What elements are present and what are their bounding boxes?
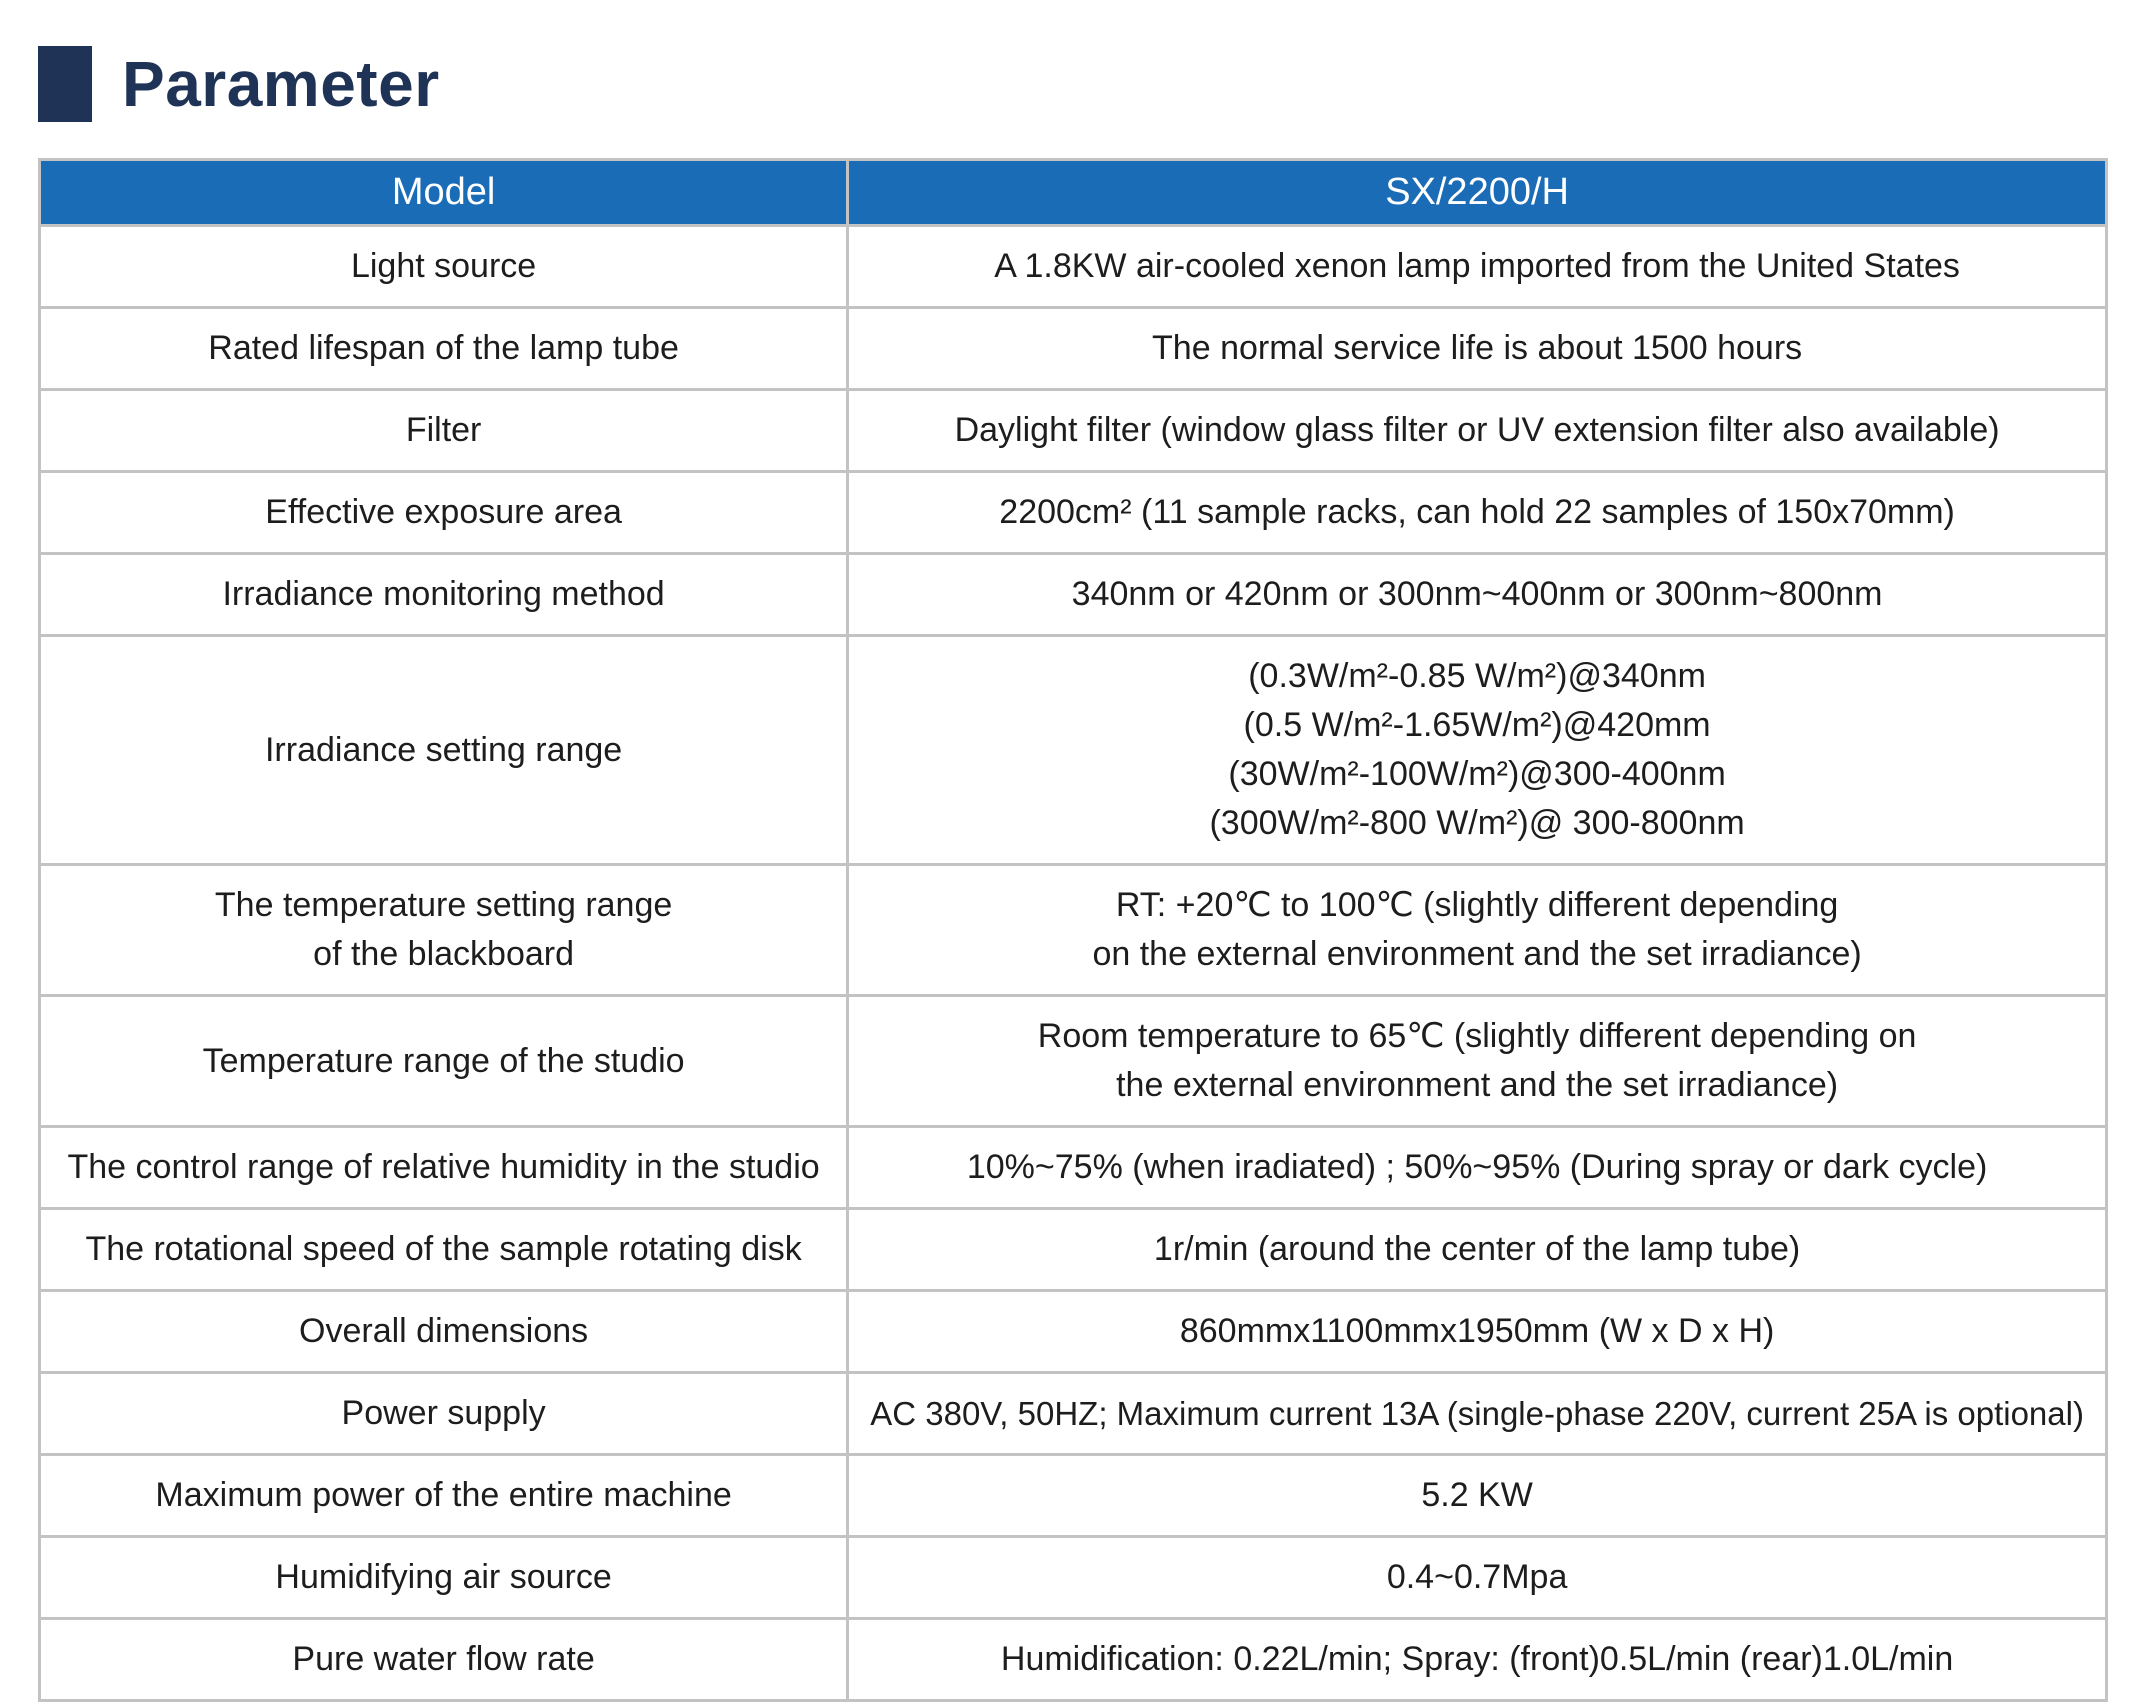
cell-text-line: (0.5 W/m²-1.65W/m²)@420mm	[1243, 706, 1711, 744]
table-row	[40, 1537, 2107, 1619]
parameter-value-cell	[848, 636, 2107, 865]
cell-text-line: Light source	[350, 247, 537, 285]
table-row	[40, 1619, 2107, 1701]
cell-text-line: Effective exposure area	[265, 493, 622, 531]
cell-text-line: The rotational speed of the sample rotating disk	[85, 1230, 802, 1268]
cell-text-line: the external environment and the set irradiance)	[1116, 1066, 1839, 1104]
table-row	[40, 390, 2107, 472]
heading-square-bullet-icon	[38, 46, 92, 122]
parameter-name-cell	[40, 1209, 848, 1291]
cell-text-line: The normal service life is about 1500 hours	[1152, 329, 1803, 367]
table-row	[40, 1127, 2107, 1209]
cell-text-line: (30W/m²-100W/m²)@300-400nm	[1228, 755, 1726, 793]
column-header-model-value: SX/2200/H	[848, 160, 2107, 226]
cell-text-line: (0.3W/m²-0.85 W/m²)@340nm	[1248, 657, 1706, 695]
cell-text-line: Temperature range of the studio	[202, 1041, 685, 1080]
parameter-value-cell	[848, 1209, 2107, 1291]
table-row	[40, 996, 2107, 1127]
parameter-name-cell	[40, 636, 848, 865]
parameter-table	[38, 158, 2108, 1702]
table-row	[40, 865, 2107, 996]
cell-text-line: AC 380V, 50HZ; Maximum current 13A (single-phase 220V, current 25A is optional)	[870, 1395, 2084, 1432]
cell-text-line: of the blackboard	[313, 935, 575, 973]
cell-text-line: RT: +20℃ to 100℃ (slightly different depending	[1115, 886, 1839, 924]
parameter-value-cell	[848, 554, 2107, 636]
cell-text-line: Daylight filter (window glass filter or UV extension filter also available)	[954, 411, 2000, 449]
parameter-value-cell	[848, 1537, 2107, 1619]
parameter-name-cell	[40, 865, 848, 996]
parameter-name-cell	[40, 996, 848, 1127]
table-row	[40, 1373, 2107, 1455]
cell-text-line: Irradiance setting range	[264, 730, 623, 769]
parameter-value-cell	[848, 865, 2107, 996]
cell-text-line: 340nm or 420nm or 300nm~400nm or 300nm~800nm	[1071, 575, 1883, 613]
table-row	[40, 1209, 2107, 1291]
cell-text-line: Maximum power of the entire machine	[155, 1476, 732, 1514]
cell-text-line: Filter	[405, 411, 482, 449]
page-title: Parameter	[122, 48, 440, 120]
table-row	[40, 636, 2107, 865]
parameter-table-body	[40, 226, 2107, 1701]
cell-text-line: Rated lifespan of the lamp tube	[208, 329, 679, 367]
section-heading	[38, 40, 2108, 128]
parameter-name-cell	[40, 1373, 848, 1455]
cell-text-line: Pure water flow rate	[292, 1640, 595, 1678]
cell-text-line: 860mmx1100mmx1950mm (W x D x H)	[1179, 1312, 1775, 1350]
cell-text-line: The control range of relative humidity in the studio	[67, 1148, 820, 1186]
parameter-value-cell	[848, 472, 2107, 554]
cell-text-line: 0.4~0.7Mpa	[1386, 1558, 1568, 1596]
parameter-value-cell	[848, 1455, 2107, 1537]
table-row	[40, 226, 2107, 308]
parameter-value-cell	[848, 1127, 2107, 1209]
table-row	[40, 308, 2107, 390]
parameter-value-cell	[848, 308, 2107, 390]
parameter-name-cell	[40, 390, 848, 472]
parameter-name-cell	[40, 1619, 848, 1701]
cell-text-line: Room temperature to 65℃ (slightly different depending on	[1037, 1017, 1917, 1055]
parameter-name-cell	[40, 1127, 848, 1209]
table-row	[40, 554, 2107, 636]
parameter-name-cell	[40, 472, 848, 554]
cell-text-line: 10%~75% (when iradiated) ; 50%~95% (During spray or dark cycle)	[966, 1148, 1988, 1186]
parameter-value-cell	[848, 1291, 2107, 1373]
cell-text-line: 1r/min (around the center of the lamp tube)	[1153, 1230, 1801, 1268]
cell-text-line: 2200cm² (11 sample racks, can hold 22 samples of 150x70mm)	[999, 493, 1955, 531]
cell-text-line: Overall dimensions	[299, 1312, 589, 1350]
table-header-row	[40, 160, 2107, 226]
column-header-model: Model	[40, 160, 848, 226]
parameter-name-cell	[40, 226, 848, 308]
parameter-value-cell	[848, 996, 2107, 1127]
table-row	[40, 1455, 2107, 1537]
parameter-value-cell	[848, 1619, 2107, 1701]
cell-text-line: 5.2 KW	[1421, 1476, 1533, 1514]
cell-text-line: The temperature setting range	[214, 886, 673, 924]
parameter-name-cell	[40, 1455, 848, 1537]
parameter-value-cell	[848, 390, 2107, 472]
cell-text-line: Humidification: 0.22L/min; Spray: (front)0.5L/min (rear)1.0L/min	[1000, 1640, 1954, 1678]
parameter-name-cell	[40, 308, 848, 390]
cell-text-line: Power supply	[341, 1394, 546, 1432]
parameter-name-cell	[40, 554, 848, 636]
parameter-value-cell	[848, 226, 2107, 308]
parameter-name-cell	[40, 1537, 848, 1619]
table-row	[40, 1291, 2107, 1373]
cell-text-line: (300W/m²-800 W/m²)@ 300-800nm	[1209, 804, 1745, 842]
cell-text-line: on the external environment and the set irradiance)	[1092, 935, 1862, 973]
parameter-name-cell	[40, 1291, 848, 1373]
cell-text-line: A 1.8KW air-cooled xenon lamp imported from the United States	[994, 247, 1960, 285]
cell-text-line: Irradiance monitoring method	[222, 575, 665, 613]
table-row	[40, 472, 2107, 554]
parameter-value-cell	[848, 1373, 2107, 1455]
cell-text-line: Humidifying air source	[275, 1558, 612, 1596]
